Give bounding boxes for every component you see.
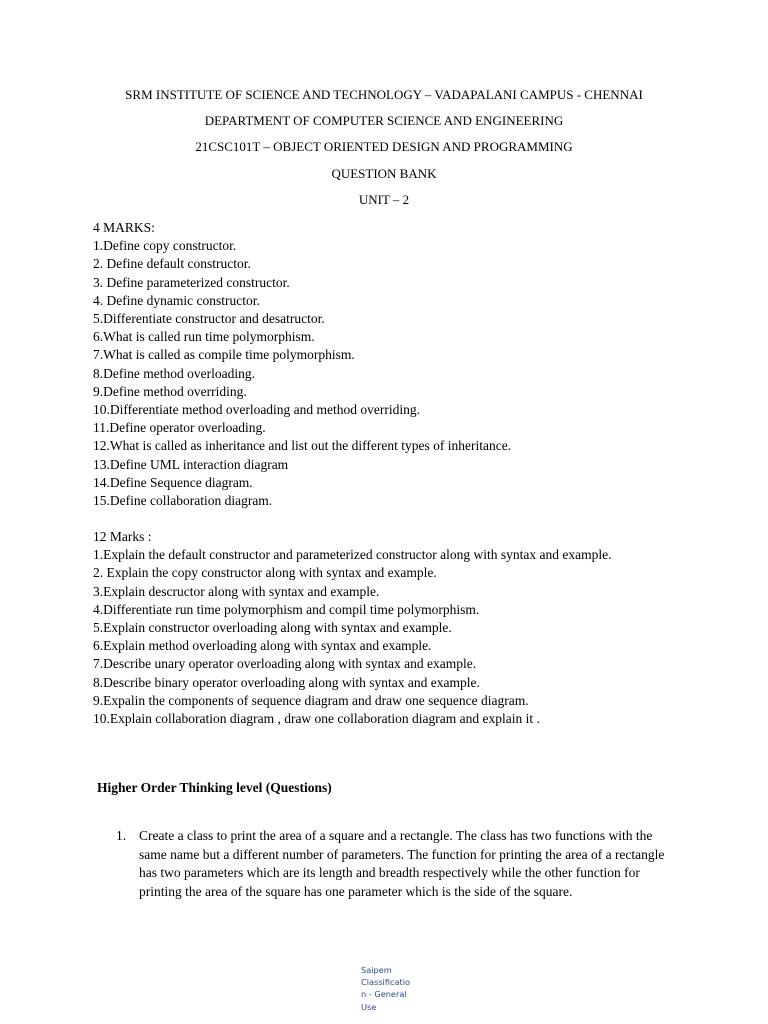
question-item: 5.Explain constructor overloading along with syntax and example.	[93, 620, 452, 636]
question-item: 7.Describe unary operator overloading along with syntax and example.	[93, 656, 477, 672]
question-item: 2. Define default constructor.	[93, 256, 251, 272]
question-item: 5.Differentiate constructor and desatructor.	[93, 311, 325, 327]
question-item: 11.Define operator overloading.	[93, 420, 266, 436]
course-title: 21CSC101T – OBJECT ORIENTED DESIGN AND PROGRAMMING	[195, 139, 573, 154]
question-item: 1.Explain the default constructor and parameterized constructor along with syntax and example.	[93, 547, 612, 563]
institute-title: SRM INSTITUTE OF SCIENCE AND TECHNOLOGY – VADAPALANI CAMPUS - CHENNAI	[125, 87, 643, 102]
question-item: 6.What is called run time polymorphism.	[93, 329, 315, 345]
question-item: 8.Describe binary operator overloading along with syntax and example.	[93, 674, 480, 690]
twelve-marks-section	[93, 528, 653, 728]
question-item: 4. Define dynamic constructor.	[93, 292, 260, 308]
question-item: 9.Define method overriding.	[93, 383, 247, 399]
hot-question-text: Create a class to print the area of a square and a rectangle. The class has two functions with the same name but a different number of parameters. The function for printing the area of a rectangle has two parameters which are its length and breadth respectively while the other function for printing the area of the square has one parameter which is the side of the square.	[139, 828, 665, 899]
question-item: 14.Define Sequence diagram.	[93, 474, 253, 490]
department-title: DEPARTMENT OF COMPUTER SCIENCE AND ENGINEERING	[204, 113, 564, 128]
question-item: 4.Differentiate run time polymorphism and compil time polymorphism.	[93, 601, 480, 617]
hot-question-item	[116, 827, 676, 901]
question-item: 10.Differentiate method overloading and method overriding.	[93, 402, 421, 418]
question-item: 2. Explain the copy constructor along with syntax and example.	[93, 565, 437, 581]
question-item: 1.Define copy constructor.	[93, 238, 237, 254]
four-marks-heading: 4 MARKS:	[93, 220, 155, 235]
question-item: 3. Define parameterized constructor.	[93, 274, 290, 290]
question-item: 3.Explain descructor along with syntax and example.	[93, 583, 380, 599]
unit-title: UNIT – 2	[358, 192, 410, 207]
question-item: 12.What is called as inheritance and list out the different types of inheritance.	[93, 438, 512, 454]
question-item: 15.Define collaboration diagram.	[93, 493, 273, 509]
question-item: 8.Define method overloading.	[93, 365, 255, 381]
classification-label: Saipem Classification - General Use	[361, 965, 410, 1012]
hot-heading: Higher Order Thinking level (Questions)	[97, 780, 332, 795]
question-item: 10.Explain collaboration diagram , draw one collaboration diagram and explain it .	[93, 711, 540, 727]
document-type: QUESTION BANK	[331, 166, 437, 181]
question-item: 13.Define UML interaction diagram	[93, 456, 289, 472]
question-item: 7.What is called as compile time polymorphism.	[93, 347, 355, 363]
question-item: 6.Explain method overloading along with syntax and example.	[93, 638, 432, 654]
four-marks-section	[93, 219, 653, 510]
hot-question-number: 1.	[116, 828, 127, 843]
twelve-marks-heading: 12 Marks :	[93, 529, 152, 544]
question-item: 9.Expalin the components of sequence diagram and draw one sequence diagram.	[93, 692, 529, 708]
